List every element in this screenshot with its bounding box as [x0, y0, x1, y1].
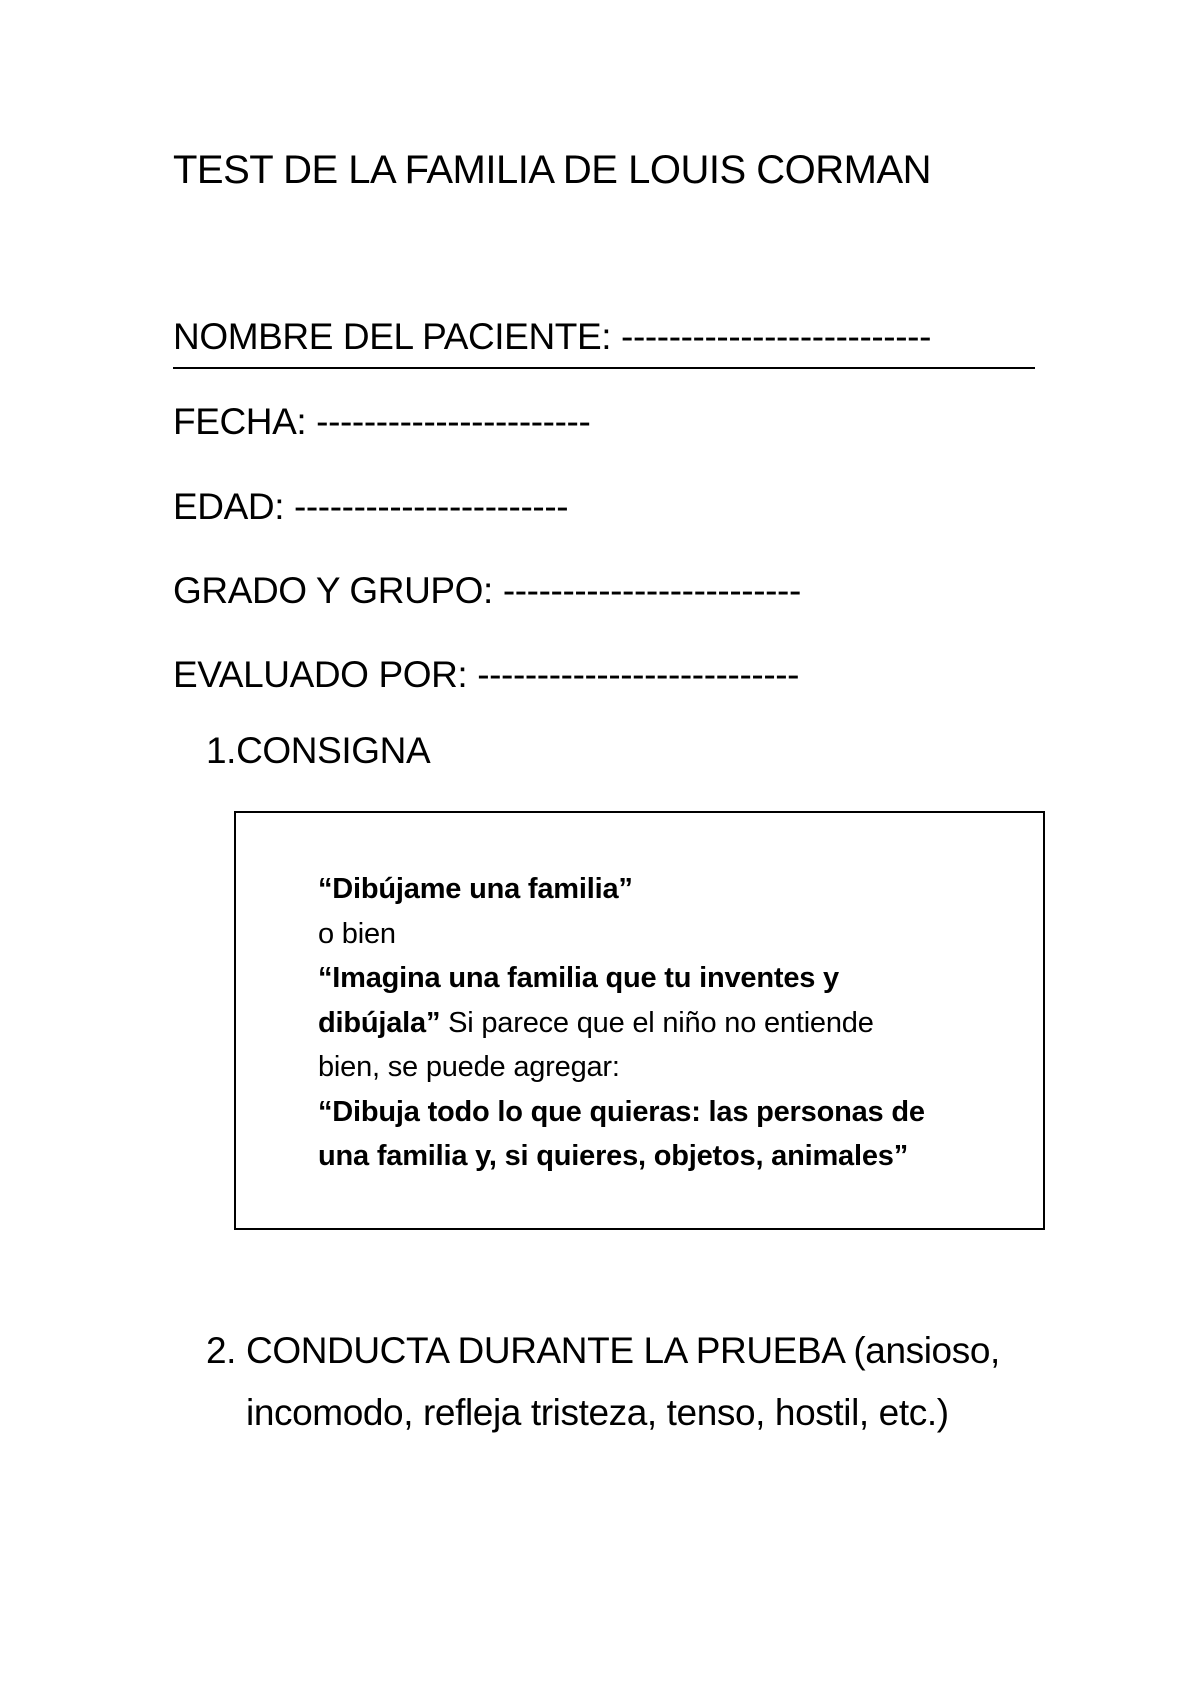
field-nombre-del-paciente: [173, 314, 931, 360]
field-label: GRADO Y GRUPO:: [173, 570, 493, 611]
field-fecha: [173, 399, 590, 445]
consigna-line: una familia y, si quieres, objetos, animales”: [318, 1140, 909, 1172]
consigna-text: [318, 867, 1018, 1179]
consigna-line: [318, 1001, 1018, 1046]
consigna-line: “Imagina una familia que tu inventes y: [318, 962, 839, 994]
field-label: EVALUADO POR:: [173, 654, 468, 695]
field-label: FECHA:: [173, 401, 307, 442]
field-label: EDAD:: [173, 486, 285, 527]
field-blank: -----------------------: [293, 486, 569, 527]
field-underline: [173, 367, 1035, 369]
section-consigna-heading: [206, 730, 430, 772]
consigna-bold-fragment: dibújala”: [318, 1006, 441, 1039]
field-blank: --------------------------: [621, 316, 931, 357]
document-title: TEST DE LA FAMILIA DE LOUIS CORMAN: [173, 148, 932, 192]
field-blank: ---------------------------: [477, 654, 800, 695]
section-heading: CONDUCTA DURANTE LA PRUEBA (ansioso, incomodo, refleja tristeza, tenso, hostil, etc.): [246, 1330, 1000, 1433]
section-heading: CONSIGNA: [236, 730, 431, 771]
section-number: 2.: [206, 1330, 237, 1371]
field-evaluado-por: [173, 652, 799, 698]
consigna-line: “Dibuja todo lo que quieras: las personas de: [318, 1095, 925, 1128]
field-label: NOMBRE DEL PACIENTE:: [173, 316, 612, 357]
field-edad: [173, 484, 568, 530]
field-blank: -------------------------: [502, 570, 801, 611]
consigna-line: o bien: [318, 917, 396, 950]
consigna-line: bien, se puede agregar:: [318, 1051, 620, 1083]
section-conducta: [206, 1320, 1066, 1444]
section-number: 1.: [206, 730, 237, 771]
consigna-line: “Dibújame una familia”: [318, 873, 633, 905]
consigna-fragment: Si parece que el niño no entiende: [440, 1006, 874, 1039]
field-grado-y-grupo: [173, 568, 801, 614]
field-blank: -----------------------: [316, 401, 591, 442]
